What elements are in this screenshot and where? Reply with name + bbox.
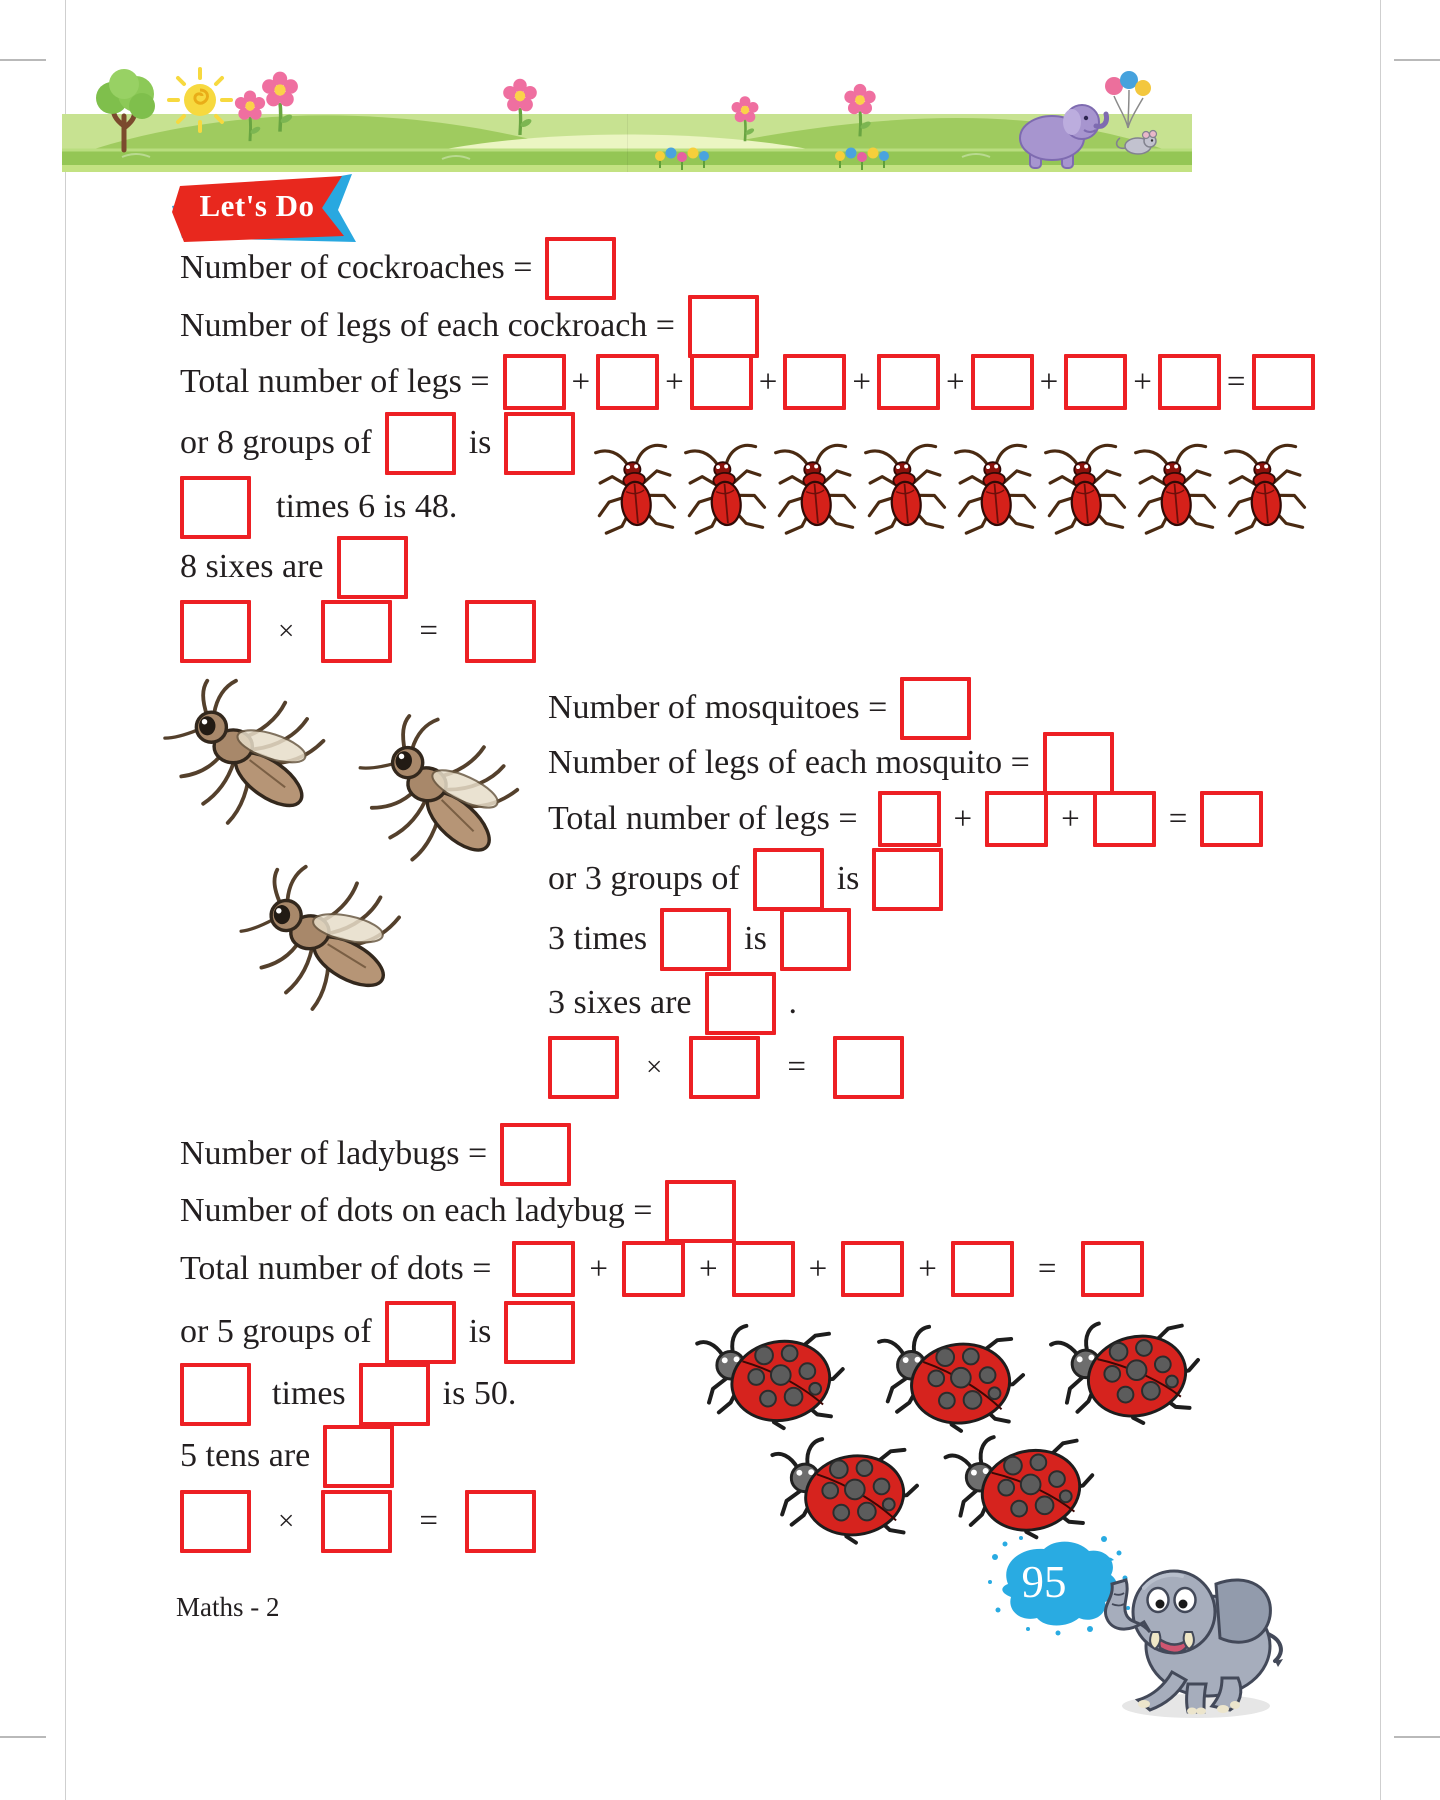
mosquito-images — [160, 668, 580, 1033]
answer-box — [665, 1180, 736, 1243]
elephant-icon — [1088, 1548, 1294, 1728]
answer-box — [985, 791, 1048, 847]
crop-mark — [0, 1736, 46, 1738]
crop-mark — [1394, 59, 1440, 61]
cockroach-images — [590, 442, 1310, 537]
answer-box — [323, 1425, 394, 1488]
ladybug-icon — [863, 1316, 1034, 1442]
mosquito-line4-row — [548, 849, 943, 909]
answer-box — [1093, 791, 1156, 847]
cockroach-line1-row — [180, 238, 616, 298]
line-text: or 8 groups of — [180, 424, 372, 461]
answer-box — [180, 1490, 251, 1553]
plus-sign: + — [953, 800, 973, 837]
cockroach-multiplication-row — [180, 601, 536, 661]
plus-sign: + — [946, 363, 965, 400]
lets-do-label: Let's Do — [199, 188, 315, 223]
plus-sign: + — [1133, 363, 1152, 400]
answer-box — [180, 476, 251, 539]
answer-box — [783, 354, 846, 410]
mosquito-line2-row — [548, 733, 1114, 793]
line-text: Number of dots on each ladybug = — [180, 1192, 653, 1229]
line-text: 3 sixes are — [548, 984, 692, 1021]
answer-box — [1081, 1241, 1144, 1297]
plus-sign: + — [808, 1250, 828, 1287]
cockroach-line5-row — [180, 477, 457, 537]
line-text: is — [468, 1313, 492, 1350]
line-text: times — [272, 1375, 346, 1412]
answer-box — [545, 237, 616, 300]
answer-box — [1200, 791, 1263, 847]
answer-box — [690, 354, 753, 410]
answer-box — [872, 848, 943, 911]
line-text: is — [836, 860, 860, 897]
ladybug-images — [680, 1314, 1225, 1554]
mosquito-line3-row — [548, 789, 1263, 849]
answer-box — [503, 354, 566, 410]
times-sign: × — [278, 1504, 295, 1537]
answer-box — [337, 536, 408, 599]
answer-box — [780, 908, 851, 971]
line-text: 5 tens are — [180, 1437, 311, 1474]
answer-box — [500, 1123, 571, 1186]
ladybug-line4-row — [180, 1302, 575, 1362]
line-text: Number of mosquitoes = — [548, 689, 888, 726]
line-text: Number of cockroaches = — [180, 249, 533, 286]
cockroach-line2-row — [180, 296, 759, 356]
period: . — [788, 984, 798, 1021]
answer-box — [1043, 732, 1114, 795]
lets-do-ribbon — [166, 170, 364, 248]
answer-box — [841, 1241, 904, 1297]
plus-sign: + — [1039, 363, 1059, 400]
ladybug-line3-row — [180, 1239, 1144, 1299]
ladybug-line1-row — [180, 1124, 571, 1184]
line-text: is 50. — [442, 1375, 517, 1412]
equals-sign: = — [419, 612, 438, 649]
answer-box — [833, 1036, 904, 1099]
answer-box — [877, 354, 940, 410]
times-sign: × — [278, 614, 295, 647]
equals-sign: = — [419, 1502, 438, 1539]
plus-sign: + — [571, 363, 591, 400]
mosquito-line5-row — [548, 909, 851, 969]
answer-box — [951, 1241, 1014, 1297]
line-text: Total number of dots = — [180, 1250, 492, 1287]
cockroach-icon — [946, 438, 1044, 540]
ladybug-multiplication-row — [180, 1491, 536, 1551]
page-number: 95 — [1021, 1557, 1067, 1607]
answer-box — [660, 908, 731, 971]
answer-box — [385, 412, 456, 475]
cockroach-icon — [1216, 438, 1314, 540]
line-text: Number of legs of each cockroach = — [180, 307, 675, 344]
book-title: Maths - 2 — [176, 1592, 280, 1622]
cockroach-line3-row — [180, 352, 1315, 412]
ladybug-line2-row — [180, 1181, 736, 1241]
plus-sign: + — [665, 363, 684, 400]
answer-box — [689, 1036, 760, 1099]
answer-box — [878, 791, 941, 847]
cockroach-icon — [766, 438, 864, 540]
ladybug-icon — [686, 1318, 851, 1436]
answer-box — [321, 1490, 392, 1553]
mosquito-line6-row — [548, 973, 797, 1033]
footer-elephant — [1088, 1548, 1294, 1728]
equals-sign: = — [1226, 363, 1246, 400]
line-text: 8 sixes are — [180, 548, 324, 585]
plus-sign: + — [1061, 800, 1080, 837]
answer-box — [548, 1036, 619, 1099]
answer-box — [596, 354, 659, 410]
ladybug-line6-row — [180, 1426, 394, 1486]
line-text: times 6 is 48. — [276, 488, 458, 525]
line-text: Number of legs of each mosquito = — [548, 744, 1030, 781]
answer-box — [688, 295, 759, 358]
answer-box — [385, 1301, 456, 1364]
answer-box — [622, 1241, 685, 1297]
plus-sign: + — [918, 1250, 937, 1287]
answer-box — [1252, 354, 1315, 410]
answer-box — [465, 1490, 536, 1553]
ladybug-icon — [1038, 1308, 1211, 1437]
line-text: Number of ladybugs = — [180, 1135, 488, 1172]
header-banner — [62, 64, 1192, 172]
cockroach-icon — [586, 438, 684, 540]
cockroach-icon — [1036, 438, 1134, 540]
answer-box — [465, 600, 536, 663]
answer-box — [1158, 354, 1221, 410]
equals-sign: = — [1168, 800, 1188, 837]
right-margin-rule — [1380, 0, 1381, 1800]
plus-sign: + — [758, 363, 778, 400]
answer-box — [512, 1241, 575, 1297]
answer-box — [705, 972, 776, 1035]
plus-sign: + — [699, 1250, 718, 1287]
line-text: 3 times — [548, 920, 648, 957]
plus-sign: + — [852, 363, 872, 400]
mosquito-multiplication-row — [548, 1037, 904, 1097]
times-sign: × — [646, 1050, 663, 1083]
equals-sign: = — [1037, 1250, 1057, 1287]
cockroach-icon — [1126, 438, 1224, 540]
line-text: or 3 groups of — [548, 860, 740, 897]
mosquito-icon — [232, 853, 426, 1035]
sun-icon — [169, 69, 231, 131]
plus-sign: + — [589, 1250, 609, 1287]
left-margin-rule — [65, 0, 66, 1800]
answer-box — [504, 1301, 575, 1364]
answer-box — [321, 600, 392, 663]
answer-box — [971, 354, 1034, 410]
answer-box — [180, 600, 251, 663]
line-text: or 5 groups of — [180, 1313, 372, 1350]
crop-mark — [0, 59, 46, 61]
cockroach-line4-row — [180, 413, 575, 473]
mosquito-line1-row — [548, 678, 971, 738]
answer-box — [359, 1363, 430, 1426]
answer-box — [732, 1241, 795, 1297]
mosquito-icon — [162, 678, 340, 842]
cockroach-icon — [676, 438, 774, 540]
crop-mark — [1394, 1736, 1440, 1738]
answer-box — [1064, 354, 1127, 410]
answer-box — [180, 1363, 251, 1426]
meadow-illustration — [62, 64, 1192, 172]
line-text: is — [468, 424, 492, 461]
ladybug-icon — [758, 1429, 927, 1553]
cockroach-icon — [856, 438, 954, 540]
line-text: is — [744, 920, 767, 957]
ladybug-line5-row — [180, 1364, 516, 1424]
answer-box — [900, 677, 971, 740]
cockroach-line6-row — [180, 537, 408, 597]
line-text: Total number of legs = — [180, 363, 490, 400]
answer-box — [504, 412, 575, 475]
answer-box — [753, 848, 824, 911]
equals-sign: = — [787, 1048, 806, 1085]
line-text: Total number of legs = — [548, 800, 858, 837]
